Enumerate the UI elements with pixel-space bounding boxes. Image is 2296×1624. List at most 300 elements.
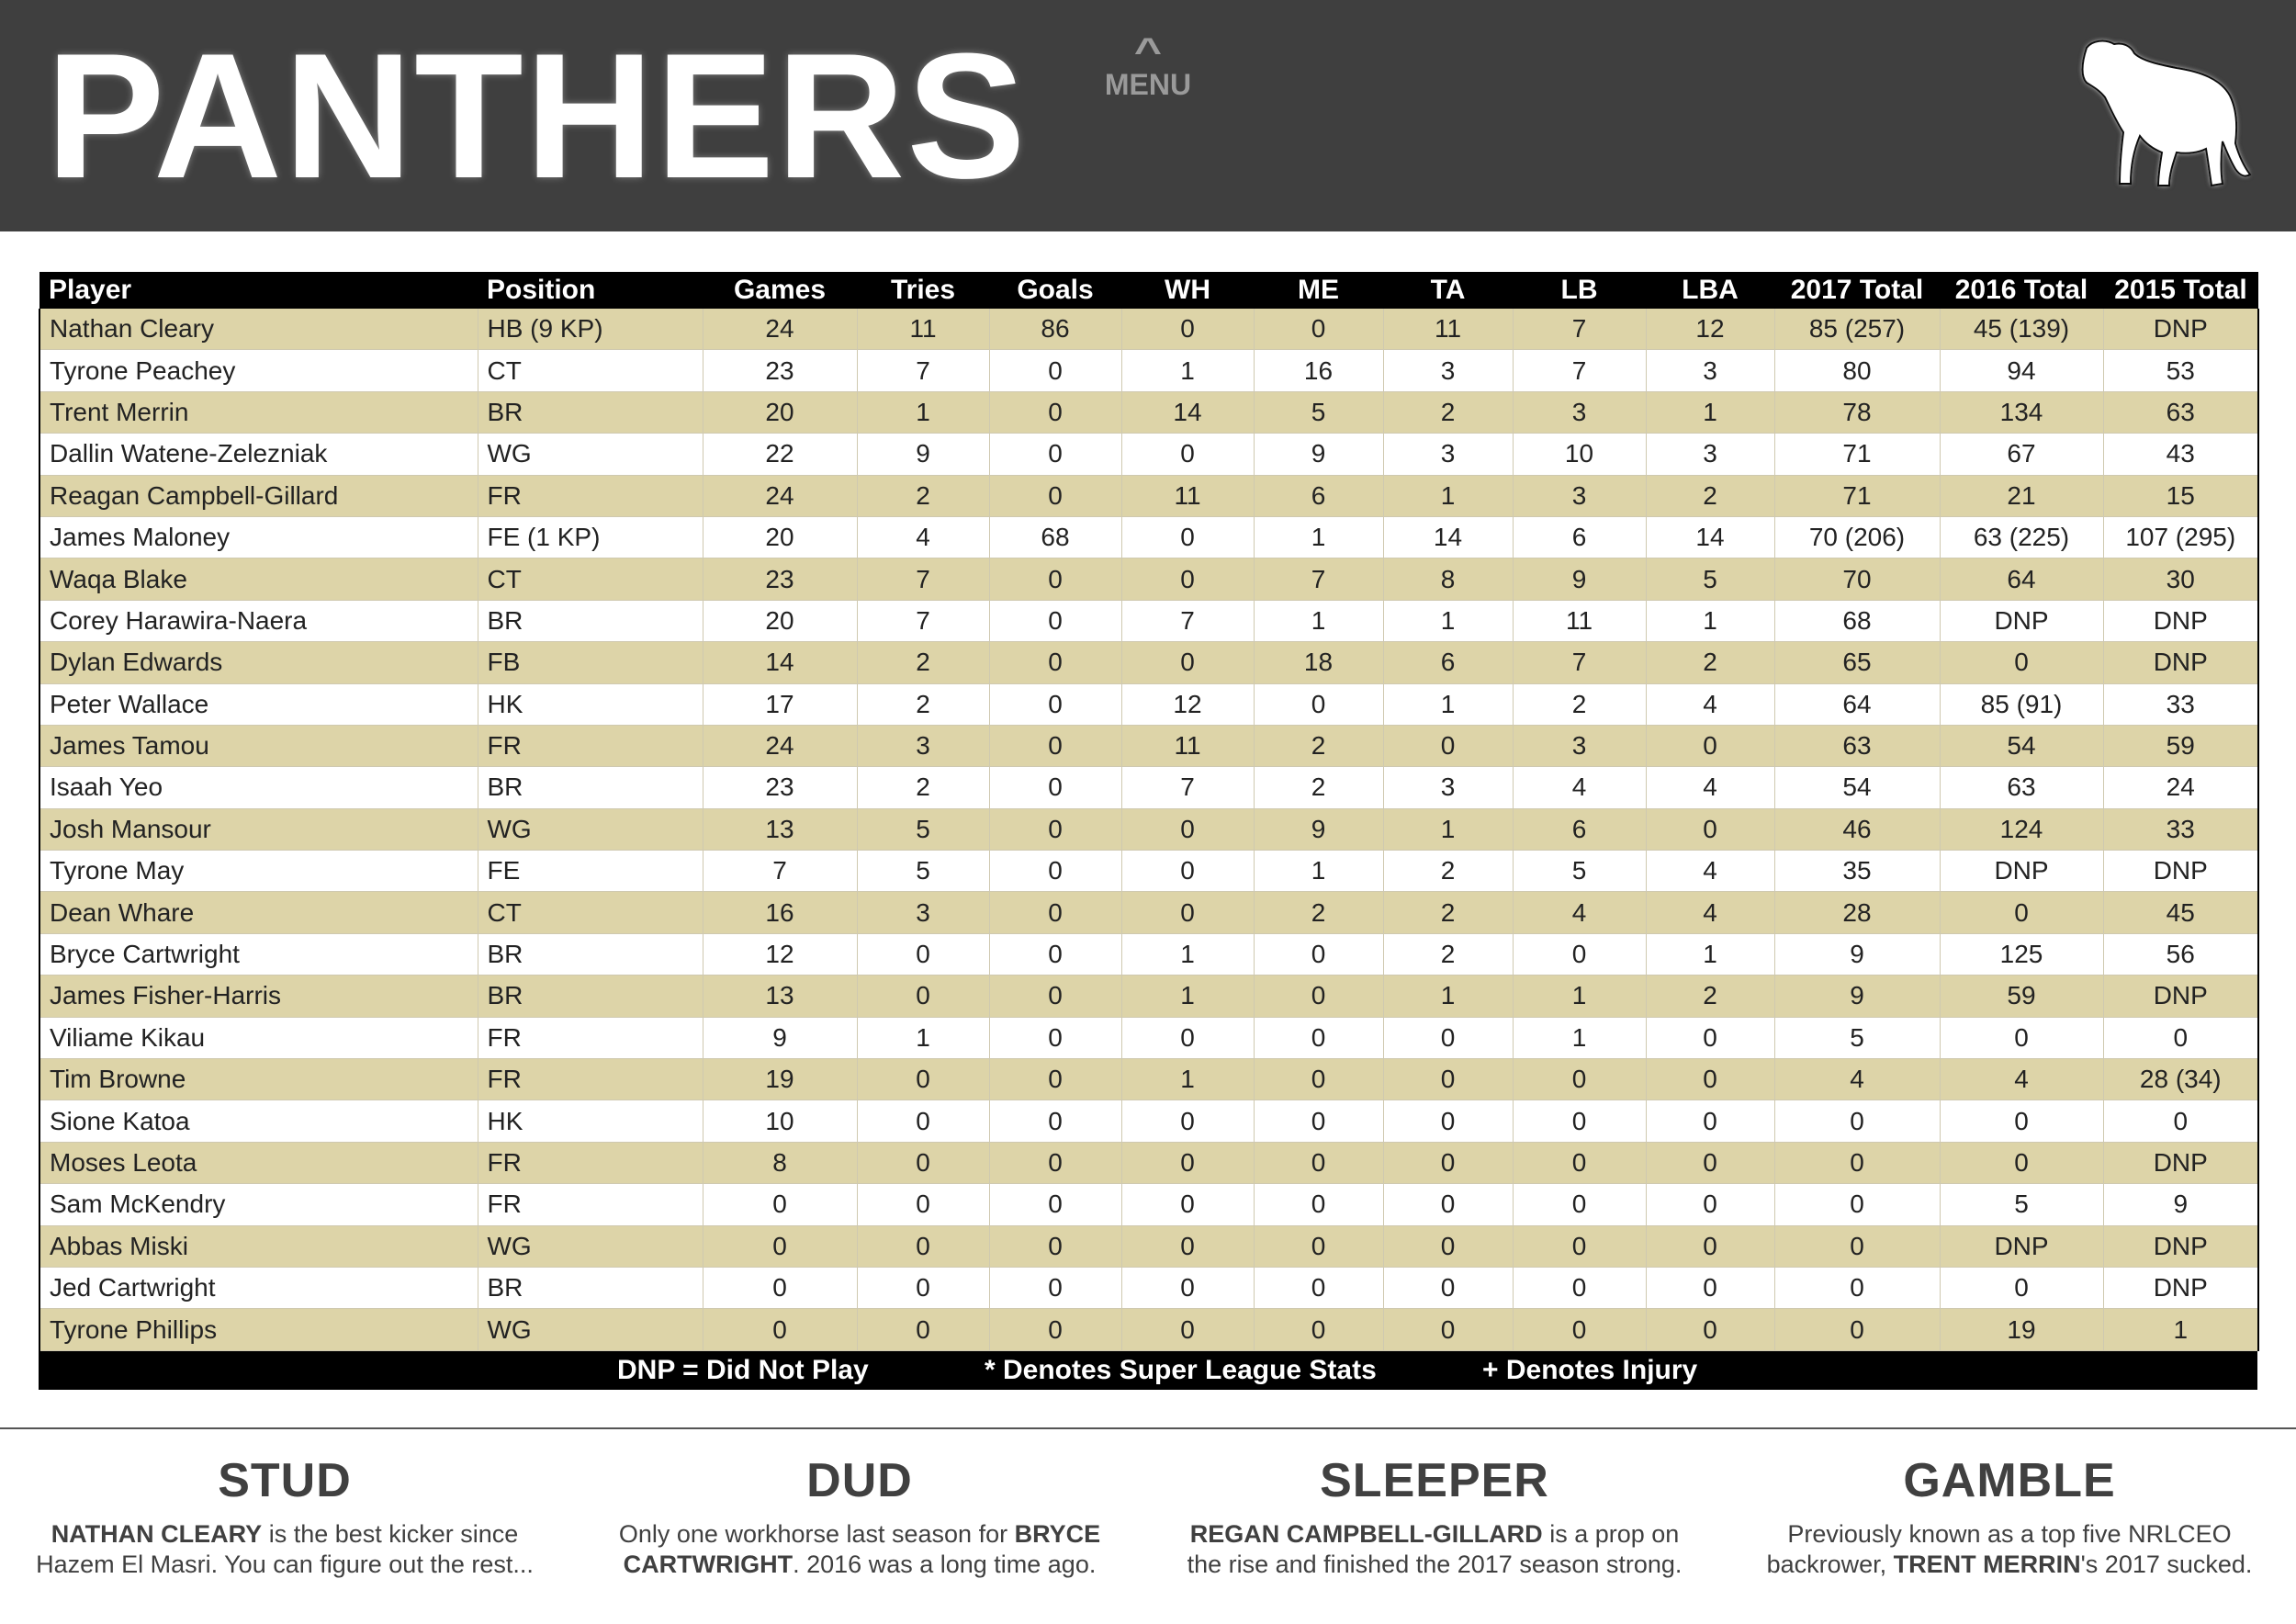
stat-cell: 0 <box>1513 1142 1646 1183</box>
stat-cell: DNP <box>2103 642 2258 683</box>
stat-cell: 11 <box>1383 309 1513 350</box>
stat-cell: 0 <box>1254 933 1383 975</box>
stat-cell: 16 <box>703 892 857 933</box>
position-cell: CT <box>478 558 703 600</box>
stat-cell: 5 <box>1513 851 1646 892</box>
stat-cell: 0 <box>857 976 989 1017</box>
note-dud-text <box>602 1519 1117 1580</box>
stat-cell: 0 <box>1513 1059 1646 1100</box>
player-name-cell: James Tamou <box>39 725 478 766</box>
stat-cell: 70 (206) <box>1774 516 1940 558</box>
stat-cell: 1 <box>1383 600 1513 641</box>
stat-cell: 0 <box>1646 808 1774 850</box>
stat-cell: 4 <box>1513 892 1646 933</box>
stat-cell: 0 <box>1121 1267 1254 1308</box>
stat-cell: 2 <box>857 475 989 516</box>
note-stud-text <box>28 1519 542 1580</box>
stat-cell: 23 <box>703 558 857 600</box>
stat-cell: 0 <box>989 683 1121 725</box>
legend-dnp: DNP = Did Not Play <box>617 1354 869 1385</box>
table-row <box>39 892 2258 933</box>
stat-cell: 0 <box>1383 1184 1513 1225</box>
stat-cell: 6 <box>1513 516 1646 558</box>
stat-cell: DNP <box>2103 1142 2258 1183</box>
table-row <box>39 976 2258 1017</box>
stat-cell: 0 <box>1646 1059 1774 1100</box>
stat-cell: 1 <box>1513 976 1646 1017</box>
stat-cell: 0 <box>1940 1267 2103 1308</box>
column-header: Player <box>39 272 478 309</box>
stat-cell: 0 <box>1774 1309 1940 1350</box>
note-sleeper-title: SLEEPER <box>1320 1454 1549 1507</box>
stat-cell: 0 <box>703 1267 857 1308</box>
stat-cell: 2 <box>1254 725 1383 766</box>
stat-cell: 14 <box>703 642 857 683</box>
stat-cell: 0 <box>1254 1225 1383 1267</box>
stat-cell: 4 <box>1646 767 1774 808</box>
note-stud-title: STUD <box>218 1454 352 1507</box>
stat-cell: 4 <box>1646 851 1774 892</box>
stat-cell: 8 <box>1383 558 1513 600</box>
stat-cell: 4 <box>857 516 989 558</box>
stat-cell: 0 <box>989 1142 1121 1183</box>
stat-cell: 35 <box>1774 851 1940 892</box>
stat-cell: 0 <box>857 1309 989 1350</box>
position-cell: WG <box>478 434 703 475</box>
stat-cell: 4 <box>1940 1059 2103 1100</box>
player-name-cell: Dallin Watene-Zelezniak <box>39 434 478 475</box>
table-header-row <box>39 272 2258 309</box>
stat-cell: 63 <box>1774 725 1940 766</box>
stat-cell: 0 <box>989 1017 1121 1058</box>
player-name-cell: Nathan Cleary <box>39 309 478 350</box>
stat-cell: 0 <box>1774 1142 1940 1183</box>
stat-cell: 63 <box>1940 767 2103 808</box>
position-cell: WG <box>478 1309 703 1350</box>
column-header: ME <box>1254 272 1383 309</box>
stat-cell: 0 <box>989 1100 1121 1142</box>
stat-cell: 86 <box>989 309 1121 350</box>
player-name-cell: James Fisher-Harris <box>39 976 478 1017</box>
table-row <box>39 725 2258 766</box>
note-stud <box>28 1451 542 1580</box>
stat-cell: 0 <box>1121 558 1254 600</box>
stat-cell: 13 <box>703 808 857 850</box>
stat-cell: 85 (257) <box>1774 309 1940 350</box>
stat-cell: 9 <box>1774 976 1940 1017</box>
stat-cell: 0 <box>989 976 1121 1017</box>
stat-cell: 7 <box>857 350 989 391</box>
stat-cell: 3 <box>1383 767 1513 808</box>
column-header: LB <box>1513 272 1646 309</box>
stat-cell: 1 <box>1121 1059 1254 1100</box>
note-gamble <box>1752 1451 2267 1580</box>
stat-cell: 0 <box>989 808 1121 850</box>
note-gamble-text-before: Previously known as a top five NRLCEO backrower, <box>1766 1520 2232 1578</box>
stat-cell: 9 <box>703 1017 857 1058</box>
stat-cell: 65 <box>1774 642 1940 683</box>
stat-cell: 4 <box>1513 767 1646 808</box>
stat-cell: 1 <box>1383 808 1513 850</box>
menu-label: MENU <box>1104 68 1192 101</box>
stat-cell: 2 <box>857 767 989 808</box>
stat-cell: DNP <box>2103 309 2258 350</box>
stat-cell: 1 <box>857 1017 989 1058</box>
stat-cell: 1 <box>1646 600 1774 641</box>
stat-cell: 0 <box>1121 1142 1254 1183</box>
player-name-cell: Dean Whare <box>39 892 478 933</box>
player-name-cell: Peter Wallace <box>39 683 478 725</box>
legend-super-league: * Denotes Super League Stats <box>985 1354 1377 1385</box>
table-row <box>39 391 2258 433</box>
stat-cell: 7 <box>1121 600 1254 641</box>
position-cell: FR <box>478 1184 703 1225</box>
stat-cell: 2 <box>1646 976 1774 1017</box>
stat-cell: 33 <box>2103 808 2258 850</box>
stat-cell: 0 <box>1121 1100 1254 1142</box>
stat-cell: 0 <box>1254 1059 1383 1100</box>
stat-cell: 0 <box>857 1184 989 1225</box>
stat-cell: 19 <box>703 1059 857 1100</box>
stat-cell: 5 <box>857 808 989 850</box>
note-stud-player: NATHAN CLEARY <box>51 1520 263 1548</box>
stat-cell: 0 <box>1513 1225 1646 1267</box>
player-name-cell: Abbas Miski <box>39 1225 478 1267</box>
stat-cell: 3 <box>1513 475 1646 516</box>
stat-cell: DNP <box>1940 1225 2103 1267</box>
stat-cell: 5 <box>1940 1184 2103 1225</box>
stat-cell: 0 <box>1513 1100 1646 1142</box>
stat-cell: 59 <box>2103 725 2258 766</box>
stat-cell: 0 <box>1121 851 1254 892</box>
stat-cell: 9 <box>2103 1184 2258 1225</box>
position-cell: HK <box>478 1100 703 1142</box>
stat-cell: 7 <box>703 851 857 892</box>
stat-cell: 54 <box>1774 767 1940 808</box>
stat-cell: 53 <box>2103 350 2258 391</box>
table-row <box>39 434 2258 475</box>
stat-cell: 0 <box>1513 1267 1646 1308</box>
stat-cell: 2 <box>1646 642 1774 683</box>
note-dud-player: BRYCE CARTWRIGHT <box>623 1520 1101 1578</box>
stat-cell: 0 <box>989 1059 1121 1100</box>
legend-injury: + Denotes Injury <box>1482 1354 1698 1385</box>
stat-cell: 0 <box>1254 976 1383 1017</box>
stat-cell: 3 <box>1383 434 1513 475</box>
position-cell: BR <box>478 1267 703 1308</box>
table-row <box>39 1142 2258 1183</box>
stat-cell: 1 <box>1254 516 1383 558</box>
stat-cell: 64 <box>1940 558 2103 600</box>
player-name-cell: Viliame Kikau <box>39 1017 478 1058</box>
table-row <box>39 1225 2258 1267</box>
stat-cell: 68 <box>989 516 1121 558</box>
stat-cell: 85 (91) <box>1940 683 2103 725</box>
stat-cell: 7 <box>857 558 989 600</box>
stat-cell: 24 <box>703 475 857 516</box>
stat-cell: 0 <box>1774 1225 1940 1267</box>
stat-cell: 16 <box>1254 350 1383 391</box>
position-cell: WG <box>478 808 703 850</box>
stat-cell: 78 <box>1774 391 1940 433</box>
stat-cell: 0 <box>1121 434 1254 475</box>
stat-cell: 1 <box>1383 976 1513 1017</box>
stat-cell: 0 <box>1383 1100 1513 1142</box>
column-header: 2016 Total <box>1940 272 2103 309</box>
stat-cell: 0 <box>1254 1100 1383 1142</box>
stat-cell: 1 <box>2103 1309 2258 1350</box>
stat-cell: 0 <box>1383 1309 1513 1350</box>
stat-cell: 0 <box>857 1267 989 1308</box>
stat-cell: 54 <box>1940 725 2103 766</box>
stat-cell: 0 <box>989 350 1121 391</box>
stat-cell: 24 <box>703 309 857 350</box>
stat-cell: 0 <box>1121 1309 1254 1350</box>
stat-cell: 0 <box>989 391 1121 433</box>
stat-cell: 1 <box>1383 683 1513 725</box>
stat-cell: 23 <box>703 350 857 391</box>
stat-cell: 0 <box>1121 808 1254 850</box>
stat-cell: 1 <box>1121 933 1254 975</box>
stat-cell: 2 <box>1383 851 1513 892</box>
note-sleeper-text-after: is a prop on the rise and finished the 2017 season strong. <box>1187 1520 1683 1578</box>
stat-cell: 0 <box>703 1225 857 1267</box>
stat-cell: 1 <box>1254 851 1383 892</box>
column-header: 2015 Total <box>2103 272 2258 309</box>
panther-silhouette-icon <box>2074 37 2254 191</box>
stat-cell: 107 (295) <box>2103 516 2258 558</box>
player-name-cell: Josh Mansour <box>39 808 478 850</box>
table-row <box>39 1267 2258 1308</box>
note-gamble-text-after: 's 2017 sucked. <box>2080 1551 2253 1578</box>
table-row <box>39 516 2258 558</box>
stat-cell: 17 <box>703 683 857 725</box>
note-sleeper-text <box>1177 1519 1692 1580</box>
stat-cell: 0 <box>1254 1267 1383 1308</box>
stat-cell: DNP <box>2103 851 2258 892</box>
table-row <box>39 1184 2258 1225</box>
column-header: Goals <box>989 272 1121 309</box>
stat-cell: 0 <box>1646 1267 1774 1308</box>
stat-cell: 2 <box>1646 475 1774 516</box>
stat-cell: 59 <box>1940 976 2103 1017</box>
position-cell: BR <box>478 391 703 433</box>
stat-cell: DNP <box>2103 1267 2258 1308</box>
stat-cell: 0 <box>1646 1309 1774 1350</box>
table-row <box>39 851 2258 892</box>
stat-cell: 23 <box>703 767 857 808</box>
stat-cell: 15 <box>2103 475 2258 516</box>
chevron-up-icon: ^ <box>1133 31 1163 72</box>
position-cell: HB (9 KP) <box>478 309 703 350</box>
stat-cell: 0 <box>989 851 1121 892</box>
note-dud-title: DUD <box>806 1454 913 1507</box>
stat-cell: 0 <box>1254 1309 1383 1350</box>
menu-button[interactable] <box>1100 31 1196 101</box>
stat-cell: 0 <box>703 1184 857 1225</box>
stat-cell: 11 <box>1513 600 1646 641</box>
player-name-cell: Sam McKendry <box>39 1184 478 1225</box>
stat-cell: 0 <box>2103 1017 2258 1058</box>
stat-cell: 0 <box>989 1184 1121 1225</box>
stat-cell: 24 <box>703 725 857 766</box>
stat-cell: 0 <box>1646 1100 1774 1142</box>
stat-cell: 3 <box>857 725 989 766</box>
position-cell: FE (1 KP) <box>478 516 703 558</box>
table-row <box>39 558 2258 600</box>
stat-cell: 45 (139) <box>1940 309 2103 350</box>
stat-cell: 0 <box>1383 1267 1513 1308</box>
stat-cell: 33 <box>2103 683 2258 725</box>
stat-cell: 2 <box>1513 683 1646 725</box>
stat-cell: 0 <box>1254 1142 1383 1183</box>
stat-cell: 0 <box>989 1225 1121 1267</box>
stat-cell: 12 <box>703 933 857 975</box>
stat-cell: 2 <box>857 642 989 683</box>
stat-cell: 28 (34) <box>2103 1059 2258 1100</box>
position-cell: FR <box>478 725 703 766</box>
stat-cell: 0 <box>2103 1100 2258 1142</box>
stat-cell: 134 <box>1940 391 2103 433</box>
note-stud-text-after: is the best kicker since Hazem El Masri. You can figure out the rest... <box>36 1520 534 1578</box>
stat-cell: 7 <box>1513 350 1646 391</box>
stat-cell: 67 <box>1940 434 2103 475</box>
stat-cell: 46 <box>1774 808 1940 850</box>
stat-cell: DNP <box>2103 976 2258 1017</box>
stat-cell: 0 <box>1383 1059 1513 1100</box>
stat-cell: 0 <box>1254 309 1383 350</box>
table-row <box>39 642 2258 683</box>
position-cell: HK <box>478 683 703 725</box>
stat-cell: 3 <box>1383 350 1513 391</box>
stats-table <box>39 272 2259 1351</box>
table-row <box>39 475 2258 516</box>
stat-cell: 68 <box>1774 600 1940 641</box>
stat-cell: 56 <box>2103 933 2258 975</box>
player-name-cell: Trent Merrin <box>39 391 478 433</box>
position-cell: CT <box>478 350 703 391</box>
stat-cell: 5 <box>857 851 989 892</box>
stat-cell: 0 <box>1646 1184 1774 1225</box>
stat-cell: 0 <box>1383 725 1513 766</box>
stat-cell: 0 <box>989 725 1121 766</box>
stat-cell: 0 <box>989 642 1121 683</box>
player-name-cell: Sione Katoa <box>39 1100 478 1142</box>
stat-cell: 10 <box>703 1100 857 1142</box>
note-dud-text-before: Only one workhorse last season for <box>618 1520 1015 1548</box>
stat-cell: 11 <box>857 309 989 350</box>
stat-cell: 64 <box>1774 683 1940 725</box>
player-name-cell: Moses Leota <box>39 1142 478 1183</box>
stat-cell: 9 <box>1254 808 1383 850</box>
position-cell: BR <box>478 767 703 808</box>
stat-cell: 0 <box>1383 1142 1513 1183</box>
position-cell: WG <box>478 1225 703 1267</box>
player-name-cell: Tyrone Phillips <box>39 1309 478 1350</box>
stat-cell: 63 (225) <box>1940 516 2103 558</box>
stat-cell: 12 <box>1121 683 1254 725</box>
stat-cell: 0 <box>1513 1184 1646 1225</box>
position-cell: FE <box>478 851 703 892</box>
stat-cell: 20 <box>703 516 857 558</box>
stat-cell: 0 <box>1646 1225 1774 1267</box>
stat-cell: 0 <box>989 1267 1121 1308</box>
stat-cell: 43 <box>2103 434 2258 475</box>
player-name-cell: Bryce Cartwright <box>39 933 478 975</box>
stat-cell: 2 <box>1383 391 1513 433</box>
stat-cell: 1 <box>1646 391 1774 433</box>
stat-cell: 0 <box>1774 1267 1940 1308</box>
stat-cell: 7 <box>1513 642 1646 683</box>
stat-cell: 0 <box>1121 516 1254 558</box>
stat-cell: 8 <box>703 1142 857 1183</box>
stat-cell: 94 <box>1940 350 2103 391</box>
stat-cell: 0 <box>989 600 1121 641</box>
stat-cell: 30 <box>2103 558 2258 600</box>
table-row <box>39 933 2258 975</box>
table-row <box>39 309 2258 350</box>
stat-cell: 18 <box>1254 642 1383 683</box>
stat-cell: 0 <box>1513 1309 1646 1350</box>
stat-cell: 0 <box>1254 1017 1383 1058</box>
stat-cell: 2 <box>1383 892 1513 933</box>
stat-cell: 71 <box>1774 475 1940 516</box>
stat-cell: 0 <box>1646 1142 1774 1183</box>
stat-cell: 3 <box>1513 391 1646 433</box>
stat-cell: 45 <box>2103 892 2258 933</box>
stat-cell: 14 <box>1383 516 1513 558</box>
stat-cell: 22 <box>703 434 857 475</box>
stat-cell: 0 <box>1774 1184 1940 1225</box>
table-body <box>39 309 2258 1350</box>
stat-cell: 0 <box>1121 642 1254 683</box>
table-row <box>39 350 2258 391</box>
stat-cell: 5 <box>1646 558 1774 600</box>
position-cell: FR <box>478 475 703 516</box>
table-row <box>39 808 2258 850</box>
stat-cell: 0 <box>1121 892 1254 933</box>
player-name-cell: Tyrone May <box>39 851 478 892</box>
player-name-cell: Corey Harawira-Naera <box>39 600 478 641</box>
stat-cell: 24 <box>2103 767 2258 808</box>
note-dud-text-after: . 2016 was a long time ago. <box>793 1551 1097 1578</box>
stat-cell: DNP <box>1940 600 2103 641</box>
position-cell: FR <box>478 1059 703 1100</box>
column-header: Position <box>478 272 703 309</box>
stat-cell: 9 <box>1254 434 1383 475</box>
stat-cell: 28 <box>1774 892 1940 933</box>
column-header: Games <box>703 272 857 309</box>
position-cell: CT <box>478 892 703 933</box>
stat-cell: 0 <box>703 1309 857 1350</box>
stat-cell: 0 <box>989 767 1121 808</box>
stat-cell: 0 <box>989 434 1121 475</box>
stat-cell: 1 <box>857 391 989 433</box>
stat-cell: 0 <box>1121 1184 1254 1225</box>
stat-cell: 11 <box>1121 725 1254 766</box>
stat-cell: 0 <box>989 892 1121 933</box>
stat-cell: 0 <box>1774 1100 1940 1142</box>
table-row <box>39 1059 2258 1100</box>
stat-cell: 14 <box>1646 516 1774 558</box>
table-row <box>39 1100 2258 1142</box>
stat-cell: 80 <box>1774 350 1940 391</box>
stat-cell: 2 <box>1254 892 1383 933</box>
position-cell: FR <box>478 1017 703 1058</box>
stat-cell: 1 <box>1646 933 1774 975</box>
stat-cell: 0 <box>1940 892 2103 933</box>
stat-cell: 6 <box>1513 808 1646 850</box>
